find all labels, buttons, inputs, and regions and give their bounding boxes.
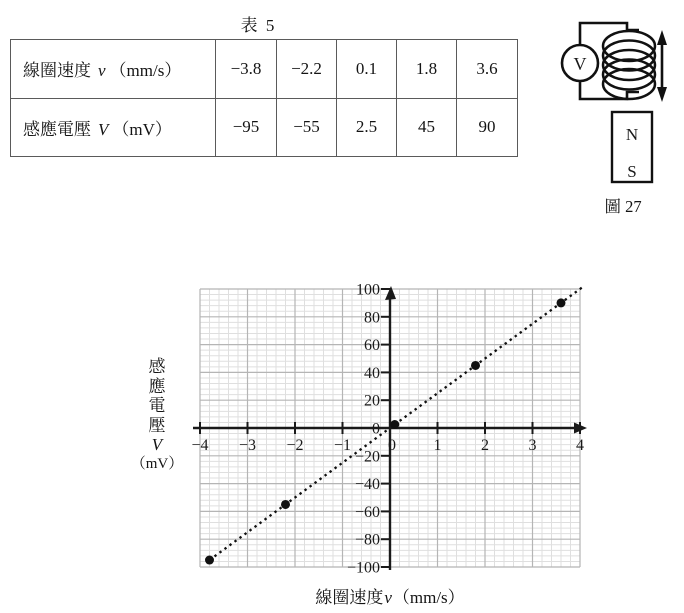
x-tick-label: 4 bbox=[576, 437, 584, 454]
data-point bbox=[557, 298, 566, 307]
row-label-symbol: v bbox=[98, 61, 106, 81]
data-point bbox=[281, 500, 290, 509]
y-axis-symbol: V bbox=[151, 435, 163, 454]
x-axis-unit: （mm/s） bbox=[392, 588, 465, 607]
y-axis-unit: （mV） bbox=[130, 455, 184, 472]
row-label-symbol: V bbox=[98, 119, 109, 139]
y-tick-label: 40 bbox=[364, 364, 380, 382]
y-tick-label: 20 bbox=[364, 392, 380, 410]
y-tick-label: 60 bbox=[364, 337, 380, 355]
y-axis-label-line: 應 bbox=[148, 376, 166, 396]
table-cell: 3.6 bbox=[457, 40, 518, 99]
x-tick-label: 0 bbox=[388, 437, 396, 454]
table-cell: −3.8 bbox=[216, 40, 277, 99]
row-label-cjk: 感應電壓 bbox=[23, 119, 91, 139]
table-cell: 0.1 bbox=[337, 40, 397, 99]
y-tick-label: 100 bbox=[356, 281, 380, 299]
row-label-unit: （mV） bbox=[112, 119, 172, 139]
table-cell: −2.2 bbox=[277, 40, 337, 99]
y-tick-label: 80 bbox=[364, 309, 380, 327]
x-axis-label bbox=[248, 583, 532, 608]
x-tick-label: −3 bbox=[238, 437, 257, 454]
x-tick-label: 3 bbox=[528, 437, 537, 454]
x-tick-label: −2 bbox=[286, 437, 304, 454]
row-label-cjk: 線圈速度 bbox=[23, 61, 91, 81]
y-tick-label: −20 bbox=[354, 448, 380, 466]
y-tick-label: −60 bbox=[354, 503, 380, 521]
data-point bbox=[205, 556, 214, 565]
x-tick-label: −1 bbox=[333, 437, 352, 454]
y-axis-label-line: 壓 bbox=[148, 415, 166, 435]
x-tick-label: 1 bbox=[433, 437, 442, 454]
magnet-north-label: N bbox=[625, 125, 639, 144]
y-tick-label: −80 bbox=[354, 531, 380, 549]
data-point bbox=[390, 420, 399, 429]
table-cell: −95 bbox=[216, 98, 277, 157]
table-cell: 2.5 bbox=[337, 98, 397, 157]
table-title: 表 5 bbox=[240, 16, 277, 35]
y-tick-label: 0 bbox=[372, 420, 380, 438]
x-axis-symbol: v bbox=[384, 588, 392, 607]
voltmeter-label: V bbox=[573, 54, 587, 74]
y-tick-label: −100 bbox=[346, 559, 380, 577]
table-cell: 1.8 bbox=[397, 40, 457, 99]
x-tick-label: 2 bbox=[481, 437, 489, 454]
x-tick-label: −4 bbox=[191, 437, 209, 454]
y-tick-label: −40 bbox=[354, 476, 380, 494]
data-point bbox=[471, 361, 480, 370]
table-cell: 90 bbox=[457, 98, 518, 157]
magnet-south-label: S bbox=[627, 162, 637, 181]
row-label-unit: （mm/s） bbox=[109, 61, 182, 81]
x-axis-label-cjk: 線圈速度 bbox=[315, 588, 384, 607]
y-axis-label-line: 感 bbox=[148, 357, 166, 376]
table-cell: −55 bbox=[277, 98, 337, 157]
figure-caption: 圖 27 bbox=[604, 197, 642, 216]
y-axis-label bbox=[124, 357, 190, 474]
y-axis-label-line: 電 bbox=[148, 396, 166, 415]
table-cell: 45 bbox=[397, 98, 457, 157]
